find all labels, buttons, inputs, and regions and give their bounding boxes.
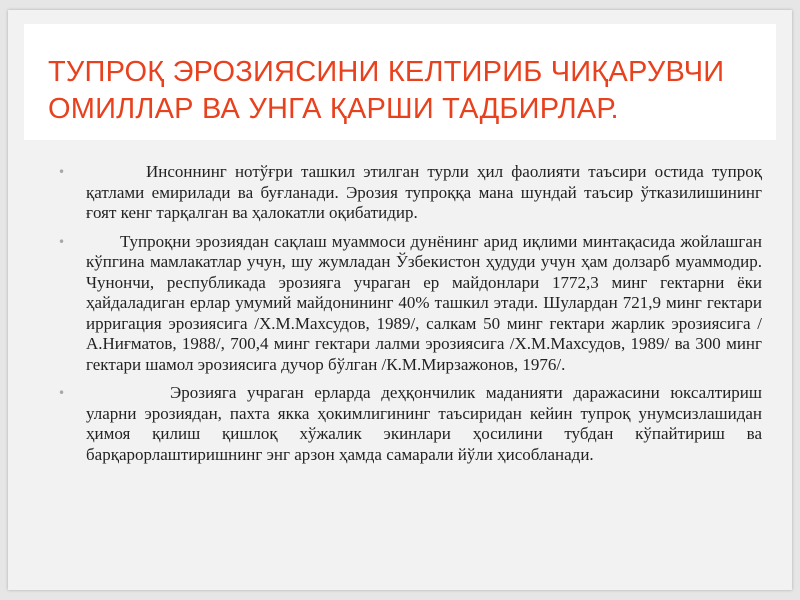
- slide: [8, 10, 792, 590]
- bullet-icon: •: [58, 234, 66, 249]
- slide-body: [58, 162, 762, 473]
- bullet-paragraph: [58, 162, 762, 224]
- bullet-icon: •: [58, 386, 66, 400]
- title-box: [24, 24, 776, 140]
- bullet-icon: •: [58, 165, 66, 179]
- paragraph-text: Тупроқни эрозиядан сақлаш муаммоси дунёнинг арид иқлими минтақасида жойлашган кўпгина мамлакатлар учун, шу жумладан Ўзбекистон ҳудуди учун ҳам долзарб муаммодир. Чунончи, республикада эрозияга учраган ер майдонлари 1772,3 минг гектарни ёки ҳайдаладиган ерлар умумий майдонининг 40% ташкил этади. Шулардан 721,9 минг гектари ирригация эрозиясига /Х.М.Махсудов, 1989/, салкам 50 минг гектари жарлик эрозиясига /А.Ниғматов, 1988/, 700,4 минг гектари лалми эрозиясига /Х.М.Махсудов, 1989/ ва 300 минг гектари шамол эрозиясига дучор бўлган /К.М.Мирзажонов, 1976/.: [86, 231, 762, 374]
- paragraph-text: Инсоннинг нотўғри ташкил этилган турли ҳил фаолияти таъсири остида тупроқ қатлами емирилади ва буғланади. Эрозия тупроққа мана шундай таъсир ўтказилишининг ғоят кенг тарқалган ва ҳалокатли оқибатидир.: [86, 162, 762, 222]
- slide-title: ТУПРОҚ ЭРОЗИЯСИНИ КЕЛТИРИБ ЧИҚАРУВЧИ ОМИЛЛАР ВА УНГА ҚАРШИ ТАДБИРЛАР.: [48, 56, 725, 125]
- bullet-paragraph: [58, 383, 762, 465]
- bullet-paragraph: [58, 232, 762, 376]
- paragraph-text: Эрозияга учраган ерларда деҳқончилик маданияти даражасини юксалтириш уларни эрозиядан, пахта якка ҳокимлигининг таъсиридан кейин тупроқ унумсизлашидан ҳимоя қилиш қишлоқ хўжалик экинлари ҳосилини тубдан кўпайтириш ва барқарорлаштиришнинг энг арзон ҳамда самарали йўли ҳисобланади.: [86, 383, 762, 464]
